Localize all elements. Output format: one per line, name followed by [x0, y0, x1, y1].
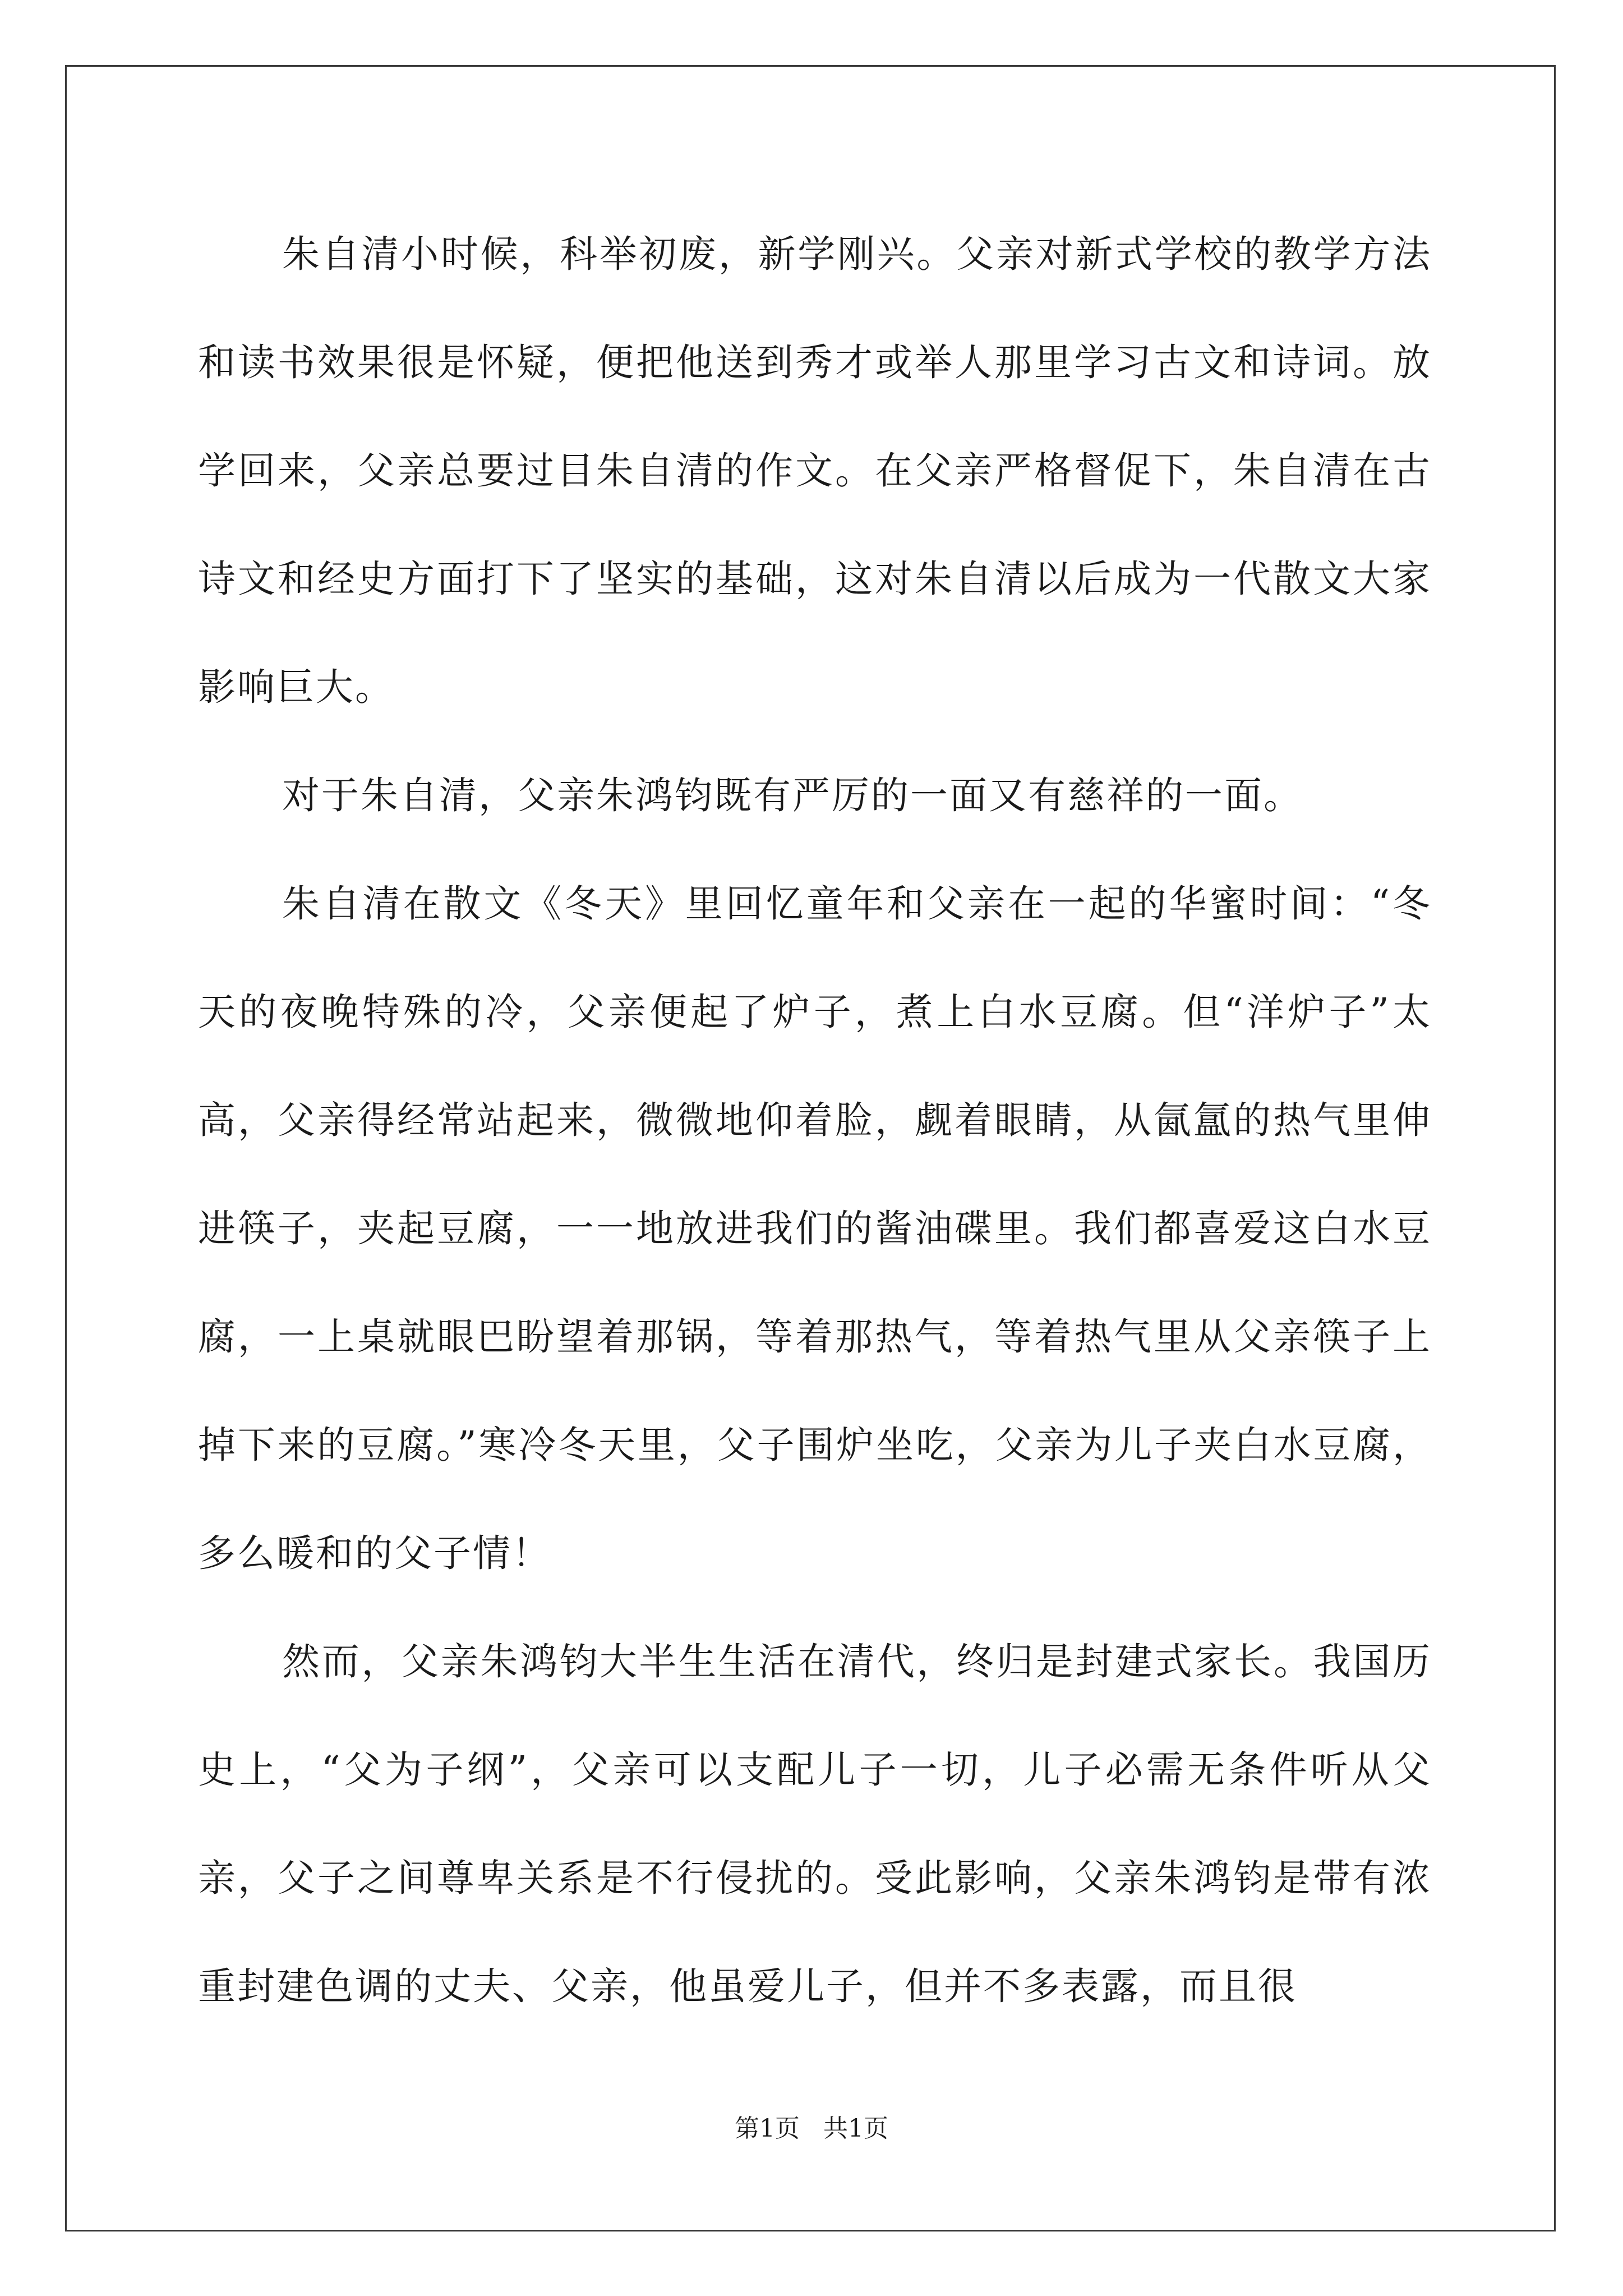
document-body — [198, 200, 1432, 2041]
footer-gap — [800, 2114, 823, 2143]
paragraph-2: 对于朱自清，父亲朱鸿钧既有严厉的一面又有慈祥的一面。 — [282, 774, 1303, 817]
paragraph-3: 朱自清在散文《冬天》里回忆童年和父亲在一起的华蜜时间：“冬天的夜晚特殊的冷，父亲便起了炉子，煮上白水豆腐。但“洋炉子”太高，父亲得经常站起来，微微地仰着脸，觑着眼睛，从氤氲的热气里伸进筷子，夹起豆腐，一一地放进我们的酱油碟里。我们都喜爱这白水豆腐，一上桌就眼巴盼望着那锅，等着那热气，等着热气里从父亲筷子上掉下来的豆腐。”寒冷冬天里，父子围炉坐吃，父亲为儿子夹白水豆腐，多么暖和的父子情！ — [198, 882, 1432, 1575]
total-pages: 共1页 — [823, 2114, 888, 2143]
page-number: 第1页 — [735, 2114, 800, 2143]
paragraph-4: 然而，父亲朱鸿钧大半生生活在清代，终归是封建式家长。我国历史上，“父为子纲”，父亲可以支配儿子一切，儿子必需无条件听从父亲，父子之间尊卑关系是不行侵扰的。受此影响，父亲朱鸿钧是带有浓重封建色调的丈夫、父亲，他虽爱儿子，但并不多表露，而且很 — [198, 1640, 1432, 2008]
paragraph-1: 朱自清小时候，科举初废，新学刚兴。父亲对新式学校的教学方法和读书效果很是怀疑，便把他送到秀才或举人那里学习古文和诗词。放学回来，父亲总要过目朱自清的作文。在父亲严格督促下，朱自清在古诗文和经史方面打下了坚实的基础，这对朱自清以后成为一代散文大家影响巨大。 — [198, 232, 1432, 709]
page-footer — [0, 2108, 1623, 2144]
